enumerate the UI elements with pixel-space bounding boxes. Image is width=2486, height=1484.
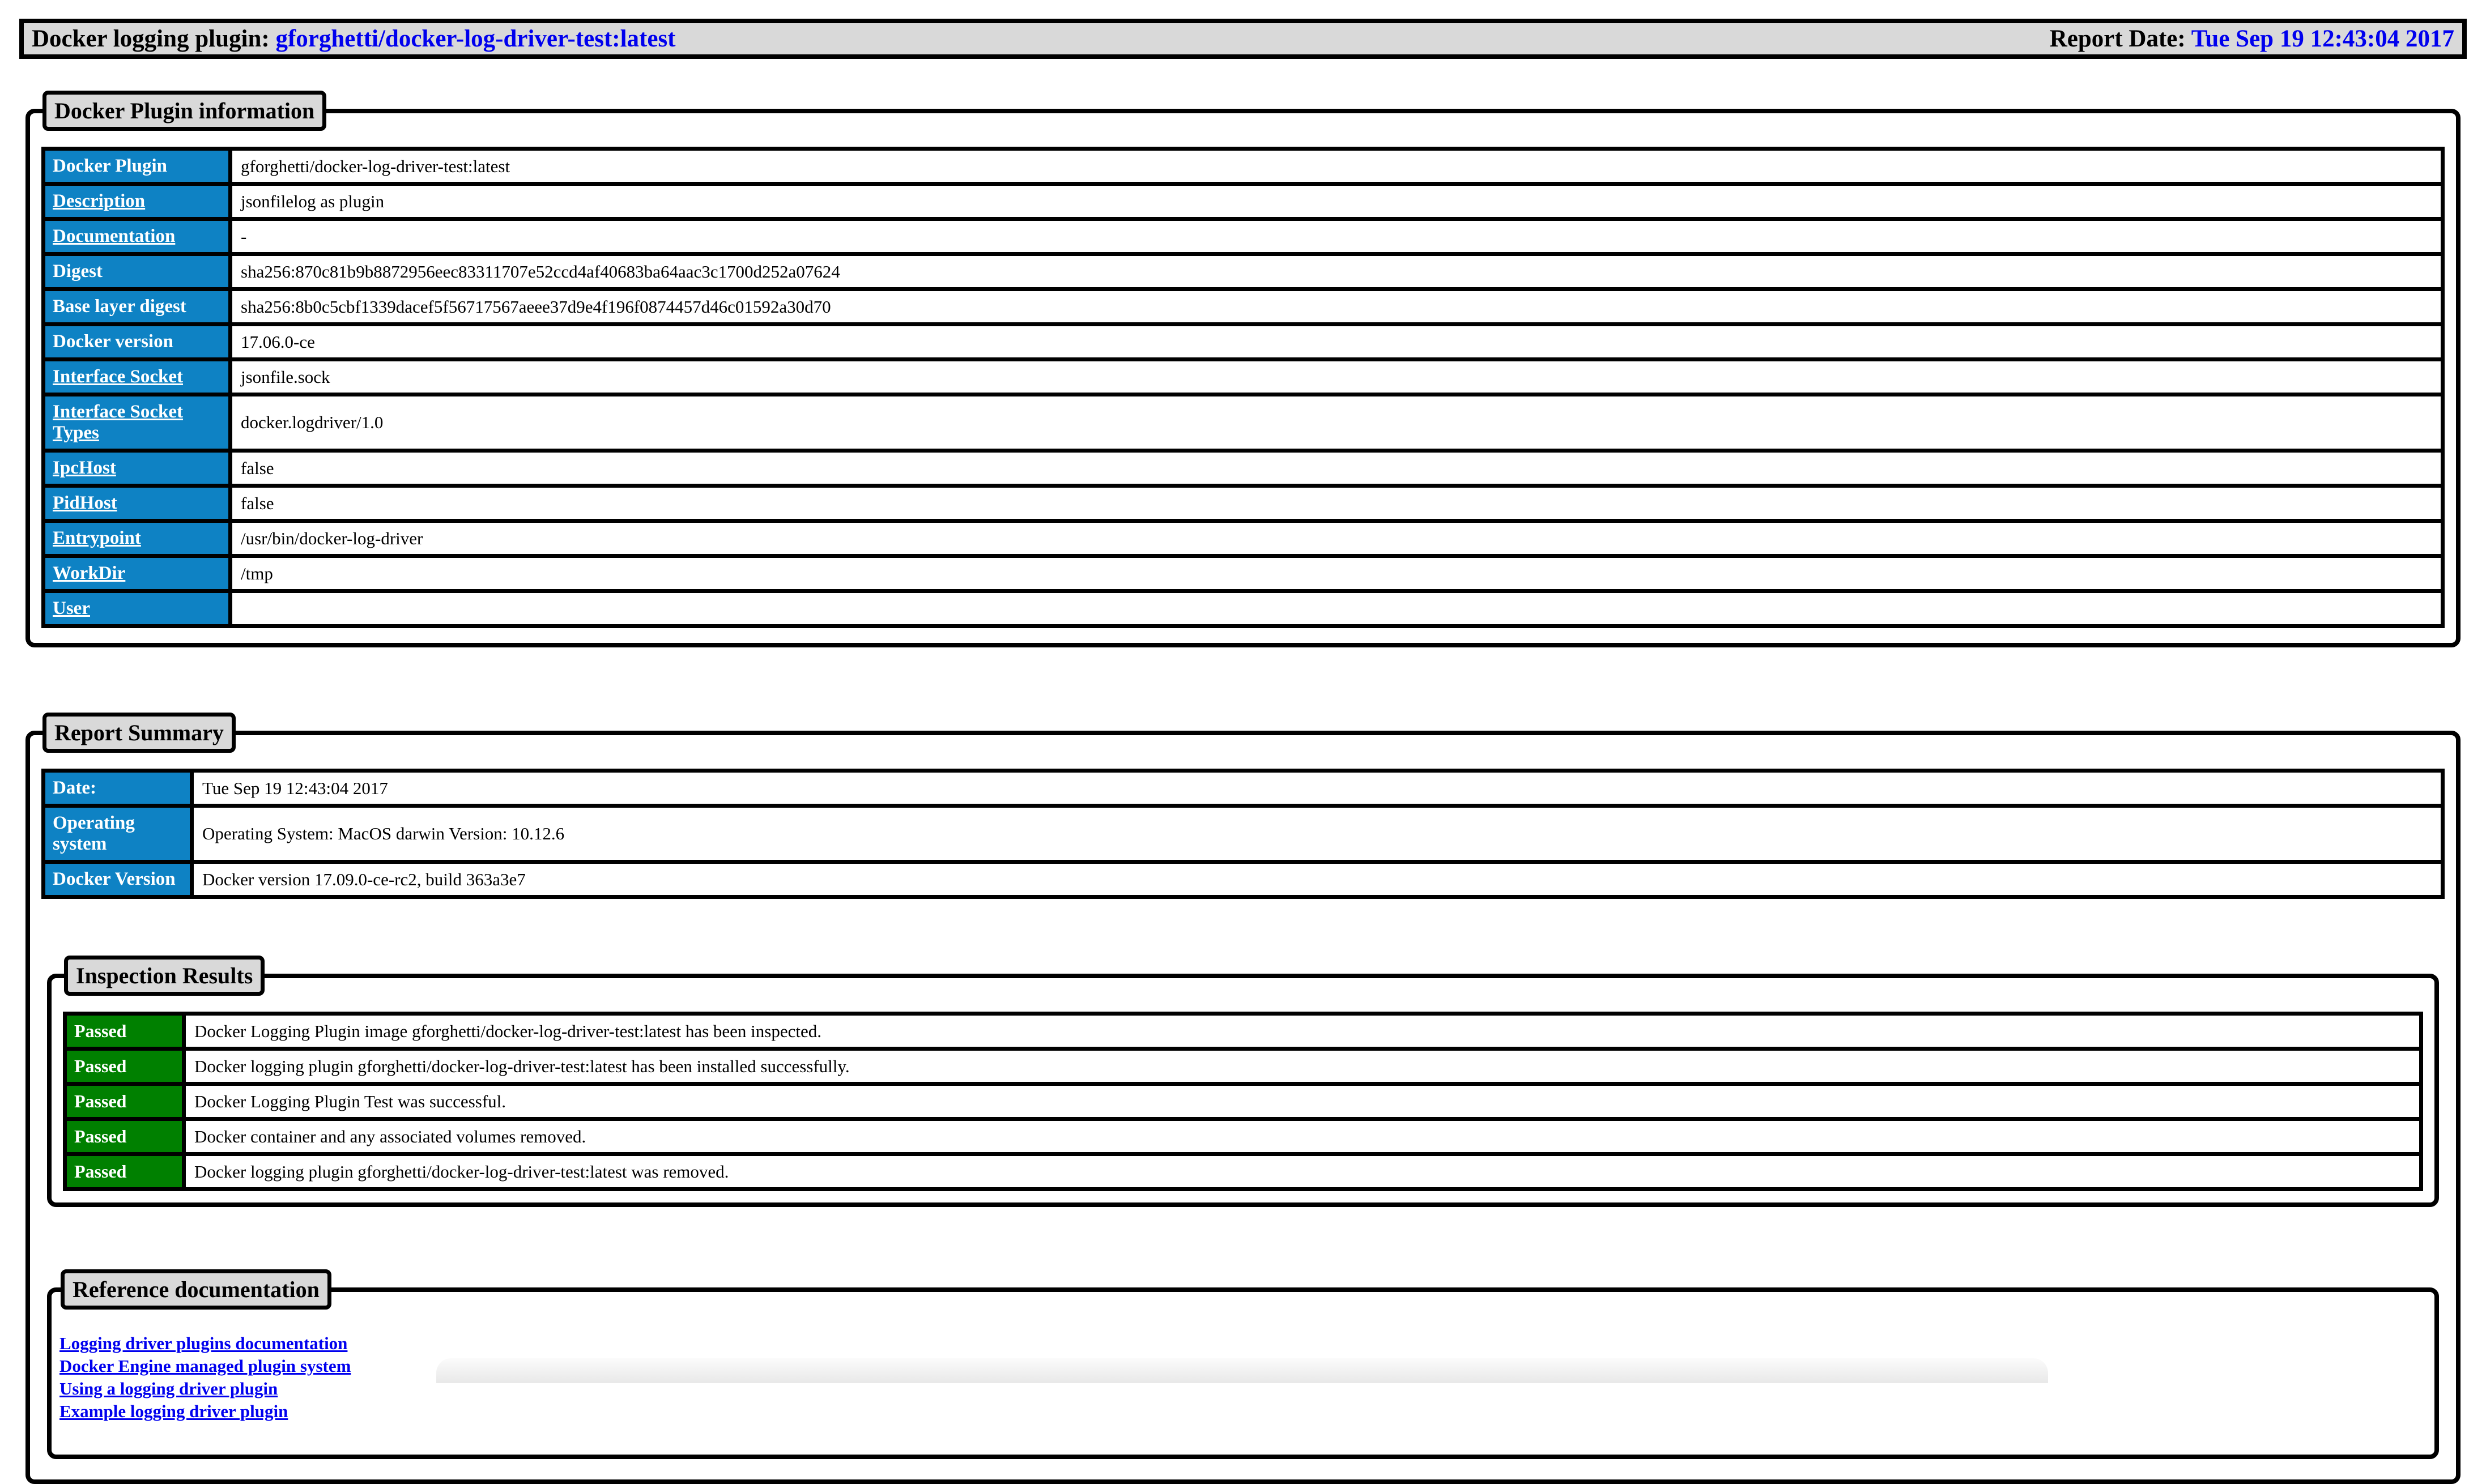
row-label [44,521,231,556]
row-value: /tmp [231,556,2443,591]
table-row [44,184,2443,219]
result-message: Docker container and any associated volumes removed. [184,1119,2421,1154]
table-row [65,1119,2421,1154]
row-label-text: Date: [53,778,96,798]
row-value: jsonfile.sock [231,360,2443,395]
table-row [65,1014,2421,1049]
row-label [44,806,192,862]
table-row [44,149,2443,184]
row-label-text: Docker version [53,331,173,352]
row-value: - [231,219,2443,254]
inspection-results-section [47,956,2439,1207]
inspection-results-legend: Inspection Results [64,956,265,996]
header-title [32,25,676,53]
row-value: sha256:8b0c5cbf1339dacef5f56717567aeee37d9e4f196f0874457d46c01592a30d70 [231,289,2443,325]
row-value: Tue Sep 19 12:43:04 2017 [192,771,2443,806]
row-label-link[interactable]: Interface Socket Types [53,402,184,443]
result-message: Docker logging plugin gforghetti/docker-log-driver-test:latest was removed. [184,1154,2421,1189]
result-message: Docker logging plugin gforghetti/docker-log-driver-test:latest has been installed successfully. [184,1049,2421,1084]
row-value: /usr/bin/docker-log-driver [231,521,2443,556]
row-value: false [231,486,2443,521]
row-label-link[interactable]: Description [53,191,146,211]
report-date-value: Tue Sep 19 12:43:04 2017 [2191,25,2454,52]
row-label-text: Base layer digest [53,296,186,317]
row-label-text: Docker Plugin [53,156,167,176]
row-value: docker.logdriver/1.0 [231,395,2443,451]
row-label [44,771,192,806]
row-label [44,486,231,521]
header-report-date [2050,25,2454,53]
reference-documentation-legend: Reference documentation [61,1269,331,1310]
table-row [44,360,2443,395]
reference-link-example-logging-driver[interactable]: Example logging driver plugin [59,1401,288,1421]
row-label [44,360,231,395]
result-message: Docker Logging Plugin Test was successful. [184,1084,2421,1119]
table-row [44,591,2443,626]
row-label [44,556,231,591]
result-message: Docker Logging Plugin image gforghetti/docker-log-driver-test:latest has been inspected. [184,1014,2421,1049]
row-value [231,591,2443,626]
status-badge [65,1014,184,1049]
row-label [44,325,231,360]
report-summary-legend: Report Summary [42,713,236,753]
report-date-label: Report Date: [2049,25,2186,52]
row-value: 17.06.0-ce [231,325,2443,360]
report-summary-table [41,769,2445,899]
plugin-info-table [41,147,2445,628]
table-row [44,254,2443,289]
status-text: Passed [74,1161,127,1182]
reference-link-logging-driver-plugins[interactable]: Logging driver plugins documentation [59,1333,348,1353]
table-row [44,395,2443,451]
table-row [44,486,2443,521]
row-label-link[interactable]: IpcHost [53,458,116,478]
status-text: Passed [74,1126,127,1146]
table-row [65,1049,2421,1084]
table-row [44,806,2443,862]
row-label [44,254,231,289]
row-label-text: Operating system [53,813,135,854]
row-label-text: Digest [53,261,103,282]
status-badge [65,1119,184,1154]
row-label-text: Docker Version [53,869,176,889]
table-row [65,1154,2421,1189]
row-label [44,219,231,254]
table-row [44,862,2443,897]
row-label [44,289,231,325]
reference-link-managed-plugin-system[interactable]: Docker Engine managed plugin system [59,1356,351,1376]
row-value: jsonfilelog as plugin [231,184,2443,219]
table-row [44,451,2443,486]
row-label-link[interactable]: Interface Socket [53,366,184,387]
status-badge [65,1049,184,1084]
row-value: gforghetti/docker-log-driver-test:latest [231,149,2443,184]
status-text: Passed [74,1021,127,1041]
header-plugin-name: gforghetti/docker-log-driver-test:latest [275,25,676,52]
row-label-link[interactable]: PidHost [53,493,117,513]
row-label [44,149,231,184]
row-label [44,184,231,219]
plugin-info-legend: Docker Plugin information [42,91,326,131]
table-row [44,289,2443,325]
status-text: Passed [74,1091,127,1111]
row-label-link[interactable]: Entrypoint [53,528,141,548]
table-row [44,556,2443,591]
table-row [44,325,2443,360]
bottom-shadow [436,1358,2048,1383]
row-label [44,395,231,451]
row-label-link[interactable]: WorkDir [53,563,126,583]
header-title-label: Docker logging plugin: [32,25,270,52]
status-badge [65,1154,184,1189]
header-bar [19,19,2467,59]
row-value: Operating System: MacOS darwin Version: 10.12.6 [192,806,2443,862]
reference-link-using-logging-driver[interactable]: Using a logging driver plugin [59,1379,278,1398]
table-row [44,521,2443,556]
row-label [44,451,231,486]
status-badge [65,1084,184,1119]
table-row [44,771,2443,806]
row-label-link[interactable]: User [53,598,90,619]
row-value: false [231,451,2443,486]
row-label [44,591,231,626]
table-row [65,1084,2421,1119]
row-label [44,862,192,897]
row-label-link[interactable]: Documentation [53,226,176,246]
plugin-info-section [25,91,2461,647]
inspection-results-table [63,1012,2423,1191]
row-value: sha256:870c81b9b8872956eec83311707e52ccd4af40683ba64aac3c1700d252a07624 [231,254,2443,289]
status-text: Passed [74,1056,127,1076]
table-row [44,219,2443,254]
row-value: Docker version 17.09.0-ce-rc2, build 363a3e7 [192,862,2443,897]
